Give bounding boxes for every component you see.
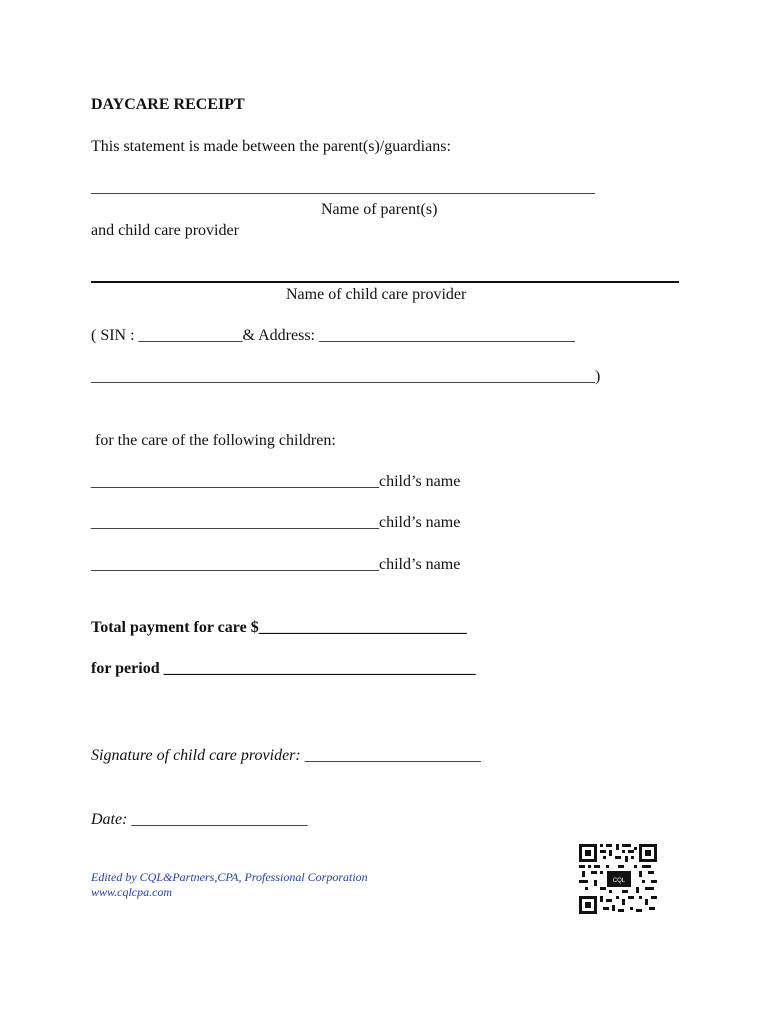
total-payment-label: Total payment for care $ [91, 619, 259, 636]
child-name-blank[interactable]: ____________________________________ [91, 514, 379, 531]
date-label: Date: [91, 811, 128, 828]
period-row [91, 661, 476, 677]
provider-intro-text: and child care provider [91, 222, 239, 239]
parent-name-label: Name of parent(s) [321, 201, 438, 218]
signature-row [91, 748, 481, 764]
period-label: for period [91, 660, 160, 677]
provider-name-label: Name of child care provider [286, 286, 467, 303]
child-name-label: child’s name [379, 473, 461, 490]
provider-name-line[interactable] [91, 281, 679, 283]
child-name-blank[interactable]: ____________________________________ [91, 473, 379, 490]
child-name-row-2[interactable] [91, 515, 460, 531]
total-payment-row [91, 620, 467, 636]
date-row [91, 812, 307, 828]
footer-website-link[interactable]: www.cqlcpa.com [91, 885, 173, 899]
qr-code-icon [578, 843, 658, 915]
address-continuation-line[interactable]: _______________________________________________________________) [91, 368, 601, 385]
total-payment-blank[interactable]: __________________________ [258, 619, 467, 636]
children-intro-text: for the care of the following children: [95, 432, 336, 449]
parent-name-blank[interactable]: _______________________________________________________________ [91, 179, 595, 196]
period-blank[interactable]: _______________________________________ [163, 660, 476, 677]
footer-edited-by: Edited by CQL&Partners,CPA, Professional Corporation [91, 870, 368, 884]
sin-address-line[interactable]: ( SIN : _____________& Address: ________________________________ [91, 327, 575, 344]
child-name-blank[interactable]: ____________________________________ [91, 556, 379, 573]
child-name-label: child’s name [379, 514, 461, 531]
signature-blank[interactable]: ______________________ [304, 747, 481, 764]
child-name-row-1[interactable] [91, 474, 460, 490]
signature-label: Signature of child care provider: [91, 747, 301, 764]
child-name-row-3[interactable] [91, 557, 460, 573]
intro-text: This statement is made between the parent(s)/guardians: [91, 138, 451, 155]
date-blank[interactable]: ______________________ [131, 811, 308, 828]
qr-center-label: CQL [612, 878, 626, 884]
document-title: DAYCARE RECEIPT [91, 96, 245, 113]
child-name-label: child’s name [379, 556, 461, 573]
